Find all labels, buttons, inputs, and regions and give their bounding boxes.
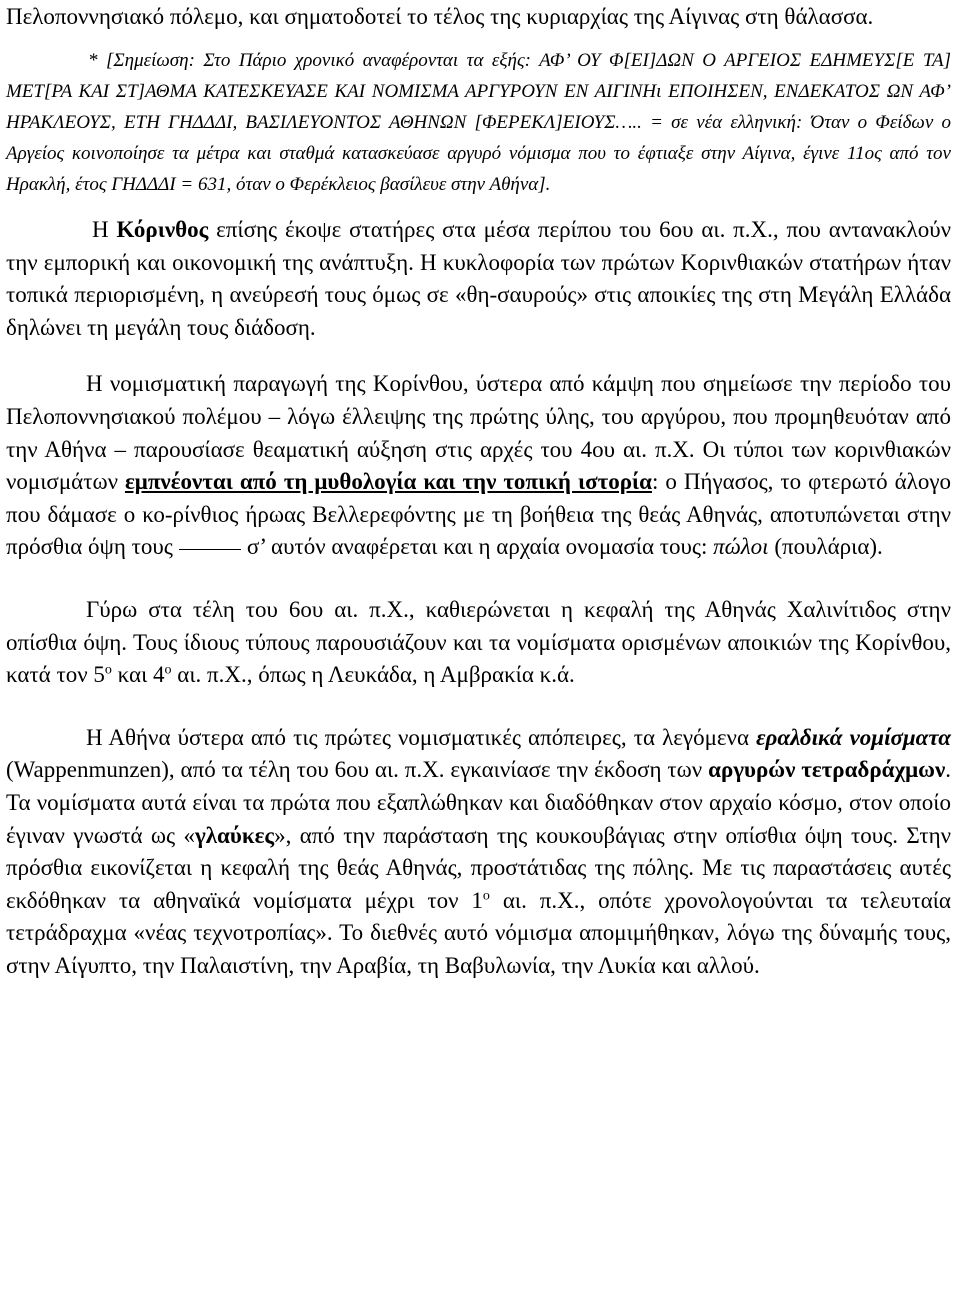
text-run: αι. π.Χ., οπότε χρονολογούνται τα τελευταία τετράδραχμα «νέας τεχνοτροπίας». Το διεθνές αυτό νόμισμα απομιμήθηκαν, λόγω της δύναμής τους, στην Αίγυπτο, την Παλαιστίνη, την Αραβία, τη Βαβυλωνία, την Λυκία και αλλού.	[6, 887, 951, 978]
superscript: ο	[482, 888, 490, 904]
text-run: . Τα νομίσματα αυτά είναι τα πρώτα που εξαπλώθηκαν και διαδόθηκαν στον αρχαίο κόσμο, στον οποίο έγιναν γνωστά ως «	[6, 757, 952, 848]
text-run: Η Αθήνα ύστερα από τις πρώτες νομισματικές απόπειρες, τα λεγόμενα	[86, 724, 757, 750]
text-run: (πουλάρια).	[768, 534, 883, 560]
bold-underlined-phrase: εμπνέονται από τη μυθολογία και την τοπική ιστορία	[124, 469, 652, 495]
text-run: αι. π.Χ., όπως η Λευκάδα, η Αμβρακία κ.ά.	[171, 662, 575, 688]
italic-term-poloi: πώλοι	[713, 534, 769, 560]
paragraph-corinth	[6, 214, 951, 344]
text-run: : ο Πήγασος, το φτερωτό άλογο που δάμασε ο κο-ρίνθιος ήρωας Βελλερεφόντης με τη βοήθεια της θεάς Αθηνάς, αποτυπώνεται στην πρόσθια όψη τους	[6, 469, 951, 560]
bold-term-corinth: Κόρινθος	[116, 217, 209, 242]
text-run: σ’ αυτόν αναφέρεται και η αρχαία ονομασία τους:	[246, 534, 714, 560]
bold-term-tetradrachms: αργυρών τετραδράχμων	[708, 757, 946, 783]
bold-term-owls: γλαύκες	[195, 822, 275, 848]
text-run: Γύρω στα τέλη του 6ου αι. π.Χ., καθιερώνεται η κεφαλή της Αθηνάς Χαλινίτιδος στην οπίσθια όψη. Τους ίδιους τύπους παρουσιάζουν και τα νομίσματα ορισμένων αποικιών της Κορίνθου, κατά τον 5	[6, 596, 951, 688]
bold-italic-term-heraldic: εραλδικά νομίσματα	[756, 724, 951, 750]
paragraph-intro: Πελοποννησιακό πόλεμο, και σηματοδοτεί το τέλος της κυριαρχίας της Αίγινας στη θάλασσα.	[6, 4, 874, 29]
text-run: και 4	[111, 662, 165, 688]
text-run: Η νομισματική παραγωγή της Κορίνθου, ύστερα από κάμψη που σημείωσε την περίοδο του Πελοποννησιακού πολέμου – λόγω έλλειψης της πρώτης ύλης, του αργύρου, που προμηθευόταν από την Αθήνα – παρουσίασε θεαματική αύξηση στις αρχές του 4ου αι. π.Χ. Οι τύποι των κορινθιακών νομισμάτων	[6, 371, 951, 495]
footnote-parian-chronicle: * [Σημείωση: Στο Πάριο χρονικό αναφέρονται τα εξής: ΑΦ’ ΟΥ Φ[ΕΙ]ΔΩΝ Ο ΑΡΓΕΙΟΣ ΕΔΗΜΕΥΣ[Ε ΤΑ] ΜΕΤ[ΡΑ ΚΑΙ ΣΤ]ΑΘΜΑ ΚΑΤΕΣΚΕΥΑΣΕ ΚΑΙ ΝΟΜΙΣΜΑ ΑΡΓΥΡΟΥΝ ΕΝ ΑΙΓΙΝΗι ΕΠΟΙΗΣΕΝ, ΕΝΔΕΚΑΤΟΣ ΩΝ ΑΦ’ ΗΡΑΚΛΕΟΥΣ, ΕΤΗ ΓΗΔΔΔΙ, ΒΑΣΙΛΕΥΟΝΤΟΣ ΑΘΗΝΩΝ [ΦΕΡΕΚΛ]ΕΙΟΥΣ….. = σε νέα ελληνική: Όταν ο Φείδων ο Αργείος κοινοποίησε τα μέτρα και σταθμά κατασκεύασε αργυρό νόμισμα που το έφτιαξε στην Αίγινα, έγινε 11ος από τον Ηρακλή, έτος ΓΗΔΔΔΙ = 631, όταν ο Φερέκλειος βασίλευε στην Αθήνα].	[6, 50, 951, 195]
paragraph-athena-chalinitis	[6, 594, 951, 692]
superscript: ο	[164, 662, 172, 678]
paragraph-athens-tetradrachms	[6, 722, 951, 983]
text-run: Η	[92, 217, 117, 242]
text-run: (Wappenmunzen), από τα τέλη του 6ου αι. π.Χ. εγκαινίασε την έκδοση των	[6, 757, 709, 783]
superscript: ο	[104, 662, 112, 678]
em-dash-line	[179, 549, 241, 550]
text-run: επίσης έκοψε στατήρες στα μέσα περίπου του 6ου αι. π.Χ., που αντανακλούν την εμπορική και οικονομική της ανάπτυξη. Η κυκλοφορία των πρώτων Κορινθιακών στατήρων ήταν τοπικά περιορισμένη, η ανεύρεσή τους όμως σε «θη-σαυρούς» στις αποικίες της στη Μεγάλη Ελλάδα δηλώνει τη μεγάλη τους διάδοση.	[6, 217, 951, 340]
text-run: », από την παράσταση της κουκουβάγιας στην οπίσθια όψη τους. Στην πρόσθια εικονίζεται η κεφαλή της θεάς Αθηνάς, προστάτιδας της πόλης. Με τις παραστάσεις αυτές εκδόθηκαν τα αθηναϊκά νομίσματα μέχρι τον 1	[6, 822, 951, 913]
paragraph-corinth-coinage	[6, 368, 951, 564]
